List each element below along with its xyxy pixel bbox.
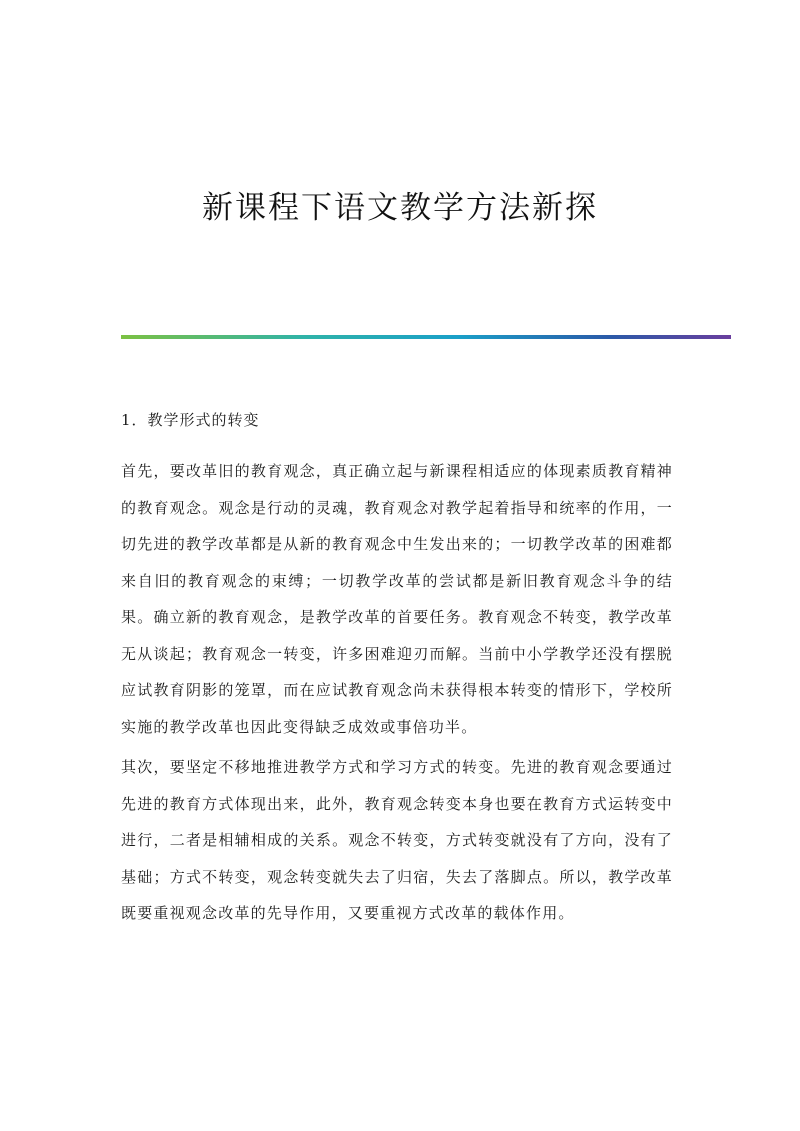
title-divider-rule bbox=[121, 335, 731, 339]
paragraph-1: 首先，要改革旧的教育观念，真正确立起与新课程相适应的体现素质教育精神的教育观念。观念是行动的灵魂，教育观念对教学起着指导和统率的作用，一切先进的教学改革都是从新的教育观念中生发出来的；一切教学改革的困难都来自旧的教育观念的束缚；一切教学改革的尝试都是新旧教育观念斗争的结果。确立新的教育观念，是教学改革的首要任务。教育观念不转变，教学改革无从谈起；教育观念一转变，许多困难迎刃而解。当前中小学教学还没有摆脱应试教育阴影的笼罩，而在应试教育观念尚未获得根本转变的情形下，学校所实施的教学改革也因此变得缺乏成效或事倍功半。 bbox=[121, 462, 673, 736]
document-body bbox=[121, 404, 673, 936]
paragraph-2: 其次，要坚定不移地推进教学方式和学习方式的转变。先进的教育观念要通过先进的教育方式体现出来，此外，教育观念转变本身也要在教育方式运转变中进行，二者是相辅相成的关系。观念不转变，方式转变就没有了方向，没有了基础；方式不转变，观念转变就失去了归宿，失去了落脚点。所以，教学改革既要重视观念改革的先导作用，又要重视方式改革的载体作用。 bbox=[121, 758, 673, 922]
section-heading: 1．教学形式的转变 bbox=[121, 411, 260, 429]
document-title: 新课程下语文教学方法新探 bbox=[202, 190, 598, 226]
